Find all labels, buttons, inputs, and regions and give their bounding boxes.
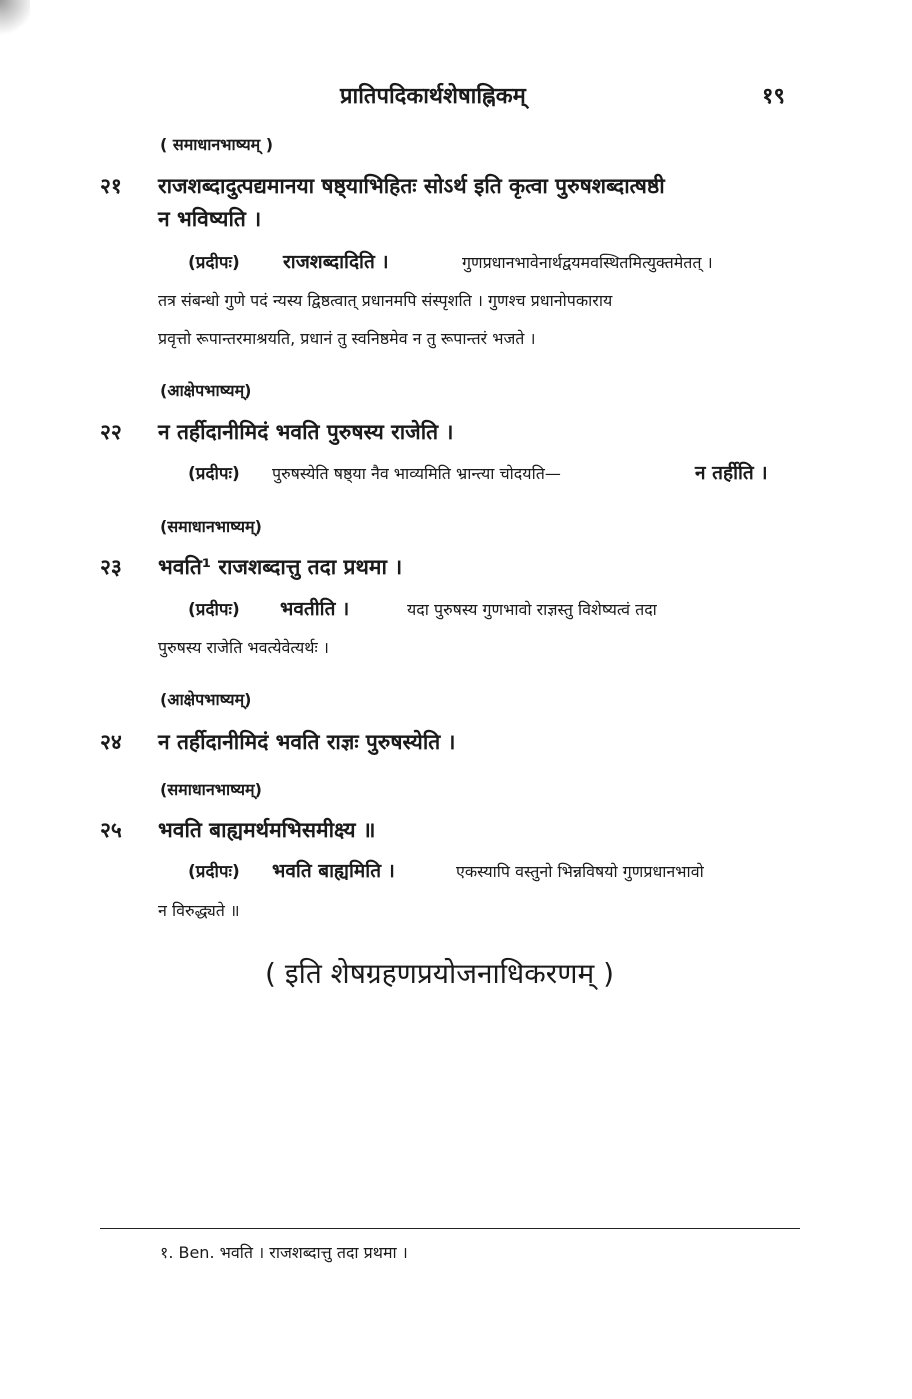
section-tag: (समाधानभाष्यम्) [160, 780, 262, 799]
pradipa-label: (प्रदीपः) [188, 253, 240, 273]
sutra-number: २३ [100, 555, 122, 579]
section-tag: (समाधानभाष्यम्) [160, 517, 262, 536]
pradipa-line: पुरुषस्येति षष्ठ्या नैव भाव्यमिति भ्रान्त्या चोदयति— [272, 464, 561, 483]
pradipa-label: (प्रदीपः) [188, 600, 240, 620]
pradipa-label: (प्रदीपः) [188, 464, 240, 484]
sutra-number: २२ [100, 420, 122, 444]
pradipa-line: पुरुषस्य राजेति भवत्येवेत्यर्थः । [158, 638, 329, 657]
pradipa-line: तत्र संबन्धो गुणे पदं न्यस्य द्विष्ठत्वात् प्रधानमपि संस्पृशति । गुणश्च प्रधानोपकाराय [158, 291, 613, 310]
scan-artifact [0, 0, 30, 40]
sutra-line: राजशब्दादुत्पद्यमानया षष्ठ्याभिहितः सोऽर्थ इति कृत्वा पुरुषशब्दात्षष्ठी [158, 174, 665, 198]
sutra-line: न तर्हीदानीमिदं भवति पुरुषस्य राजेति । [158, 420, 454, 444]
pradipa-line: प्रवृत्तो रूपान्तरमाश्रयति, प्रधानं तु स्वनिष्ठमेव न तु रूपान्तरं भजते । [158, 329, 536, 348]
pradipa-lemma: भवति बाह्यमिति । [272, 860, 395, 882]
pradipa-label: (प्रदीपः) [188, 862, 240, 882]
section-tag: (आक्षेपभाष्यम्) [160, 381, 252, 400]
sutra-line: भवति¹ राजशब्दात्तु तदा प्रथमा । [158, 555, 403, 579]
sutra-line: न भविष्यति । [158, 207, 262, 231]
pradipa-line: न विरुद्ध्यते ॥ [158, 901, 240, 920]
pradipa-lemma: भवतीति । [280, 598, 350, 620]
page-number: १९ [762, 84, 785, 109]
sutra-number: २४ [100, 730, 122, 754]
pradipa-lemma: न तर्हीति । [695, 462, 768, 484]
sutra-line: भवति बाह्यमर्थमभिसमीक्ष्य ॥ [158, 818, 376, 842]
sutra-number: २१ [100, 174, 122, 198]
pradipa-line: एकस्यापि वस्तुनो भिन्नविषयो गुणप्रधानभावो [456, 862, 704, 881]
sutra-number: २५ [100, 818, 122, 842]
footnote-rule [100, 1228, 800, 1229]
pradipa-line: गुणप्रधानभावेनार्थद्वयमवस्थितमित्युक्तमेतत् । [462, 253, 713, 272]
section-tag: ( समाधानभाष्यम् ) [160, 135, 274, 154]
running-title: प्रातिपदिकार्थशेषाह्निकम् [340, 84, 526, 109]
footnote: १. Ben. भवति । राजशब्दात्तु तदा प्रथमा । [160, 1243, 408, 1262]
sutra-line: न तर्हीदानीमिदं भवति राज्ञः पुरुषस्येति । [158, 730, 456, 754]
pradipa-lemma: राजशब्दादिति । [283, 251, 389, 273]
section-closing: ( इति शेषग्रहणप्रयोजनाधिकरणम् ) [265, 957, 615, 990]
section-tag: (आक्षेपभाष्यम्) [160, 690, 252, 709]
pradipa-line: यदा पुरुषस्य गुणभावो राज्ञस्तु विशेष्यत्वं तदा [407, 600, 657, 619]
